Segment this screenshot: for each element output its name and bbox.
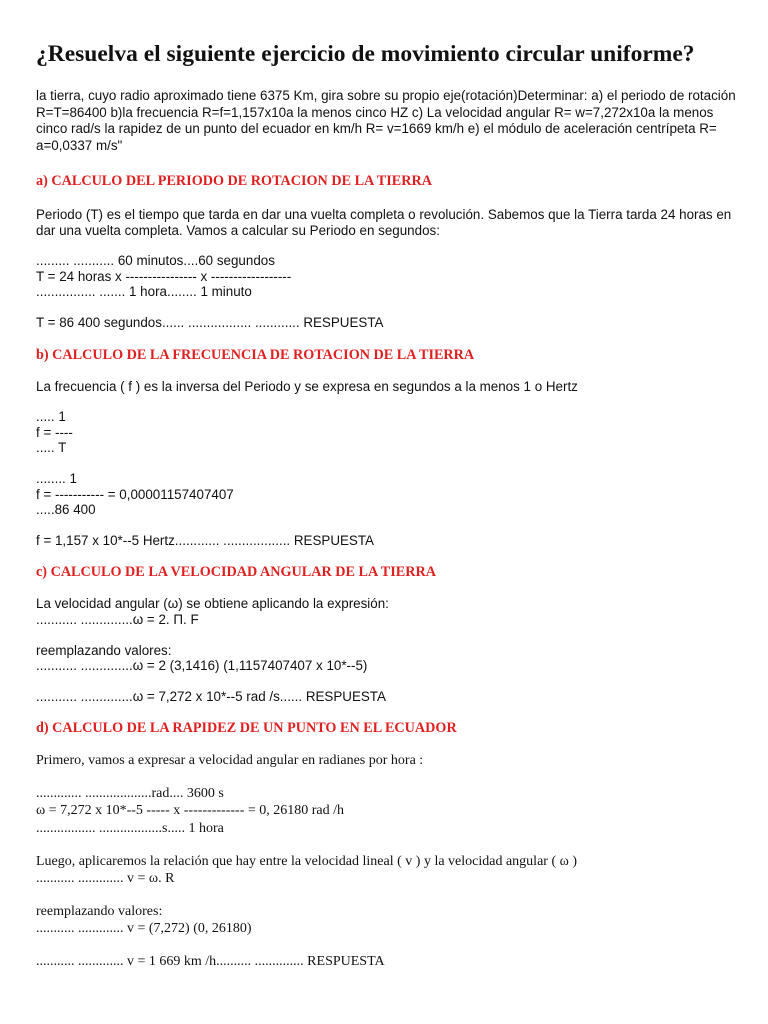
section-c-intro: La velocidad angular (ω) se obtiene aplicando la expresión: [36, 596, 389, 612]
section-a-result: T = 86 400 segundos...... ................. ............ RESPUESTA [36, 314, 384, 330]
section-d-relation: Luego, aplicaremos la relación que hay entre la velocidad lineal ( v ) y la velocidad angular ( ω ) [36, 853, 577, 869]
section-b-result: f = 1,157 x 10*--5 Hertz............ .................. RESPUESTA [36, 532, 374, 548]
section-b-calc-line: .....86 400 [36, 502, 96, 518]
section-a-heading: a) CALCULO DEL PERIODO DE ROTACION DE LA TIERRA [36, 173, 432, 189]
section-b-formula-line: ..... 1 [36, 409, 66, 425]
problem-statement: la tierra, cuyo radio aproximado tiene 6375 Km, gira sobre su propio eje(rotación)Determinar: a) el periodo de rotación R=T=86400 b)la frecuencia R=f=1,157x10a la menos cinco HZ c) La velocidad angular R= w=7,272x10a la menos cinco rad/s la rapidez de un punto del ecuador en km/h R= v=1669 km/h e) el módulo de aceleración centrípeta R= a=0,0337 m/s" [36, 88, 736, 153]
section-d-formula: ........... ............. v = ω. R [36, 871, 175, 887]
section-b-calc-line: f = ----------- = 0,00001157407407 [36, 486, 234, 502]
section-c-result: ........... ..............ω = 7,272 x 10*--5 rad /s...... RESPUESTA [36, 688, 386, 704]
section-b-heading: b) CALCULO DE LA FRECUENCIA DE ROTACION DE LA TIERRA [36, 346, 475, 363]
section-b-formula-line: f = ---- [36, 424, 73, 440]
section-d-replace-label: reemplazando valores: [36, 903, 163, 919]
section-c-formula: ........... ..............ω = 2. Π. F [36, 611, 199, 627]
section-a-paragraph: Periodo (T) es el tiempo que tarda en dar una vuelta completa o revolución. Sabemos que la Tierra tarda 24 horas en dar una vuelta completa. Vamos a calcular su Periodo en segundos: [36, 207, 732, 238]
section-c-substitution: ........... ..............ω = 2 (3,1416) (1,1157407407 x 10*--5) [36, 658, 368, 674]
section-a-equation-line: ................ ....... 1 hora........ 1 minuto [36, 284, 252, 300]
section-b-formula-line: ..... T [36, 440, 67, 456]
section-c-heading: c) CALCULO DE LA VELOCIDAD ANGULAR DE LA TIERRA [36, 564, 436, 581]
section-a-equation-line: T = 24 horas x ---------------- x ------------------ [36, 268, 292, 284]
section-b-calc-line: ........ 1 [36, 470, 77, 486]
section-d-equation-line: ................. ..................s..... 1 hora [36, 821, 224, 837]
section-d-equation-line: ............. ...................rad.... 3600 s [36, 785, 224, 801]
section-d-heading: d) CALCULO DE LA RAPIDEZ DE UN PUNTO EN EL ECUADOR [36, 720, 457, 737]
section-d-substitution: ........... ............. v = (7,272) (0, 26180) [36, 921, 252, 937]
document-page [36, 40, 741, 971]
section-d-paragraph: Primero, vamos a expresar a velocidad angular en radianes por hora : [36, 753, 424, 769]
section-d-equation-line: ω = 7,272 x 10*--5 ----- x ------------- = 0, 26180 rad /h [36, 803, 345, 819]
section-a-equation-line: ......... ........... 60 minutos....60 segundos [36, 253, 275, 269]
section-c-replace-label: reemplazando valores: [36, 642, 172, 658]
section-b-paragraph: La frecuencia ( f ) es la inversa del Periodo y se expresa en segundos a la menos 1 o Hertz [36, 378, 578, 394]
section-d-result: ........... ............. v = 1 669 km /h.......... .............. RESPUESTA [36, 954, 385, 970]
page-title: ¿Resuelva el siguiente ejercicio de movimiento circular uniforme? [36, 41, 695, 67]
